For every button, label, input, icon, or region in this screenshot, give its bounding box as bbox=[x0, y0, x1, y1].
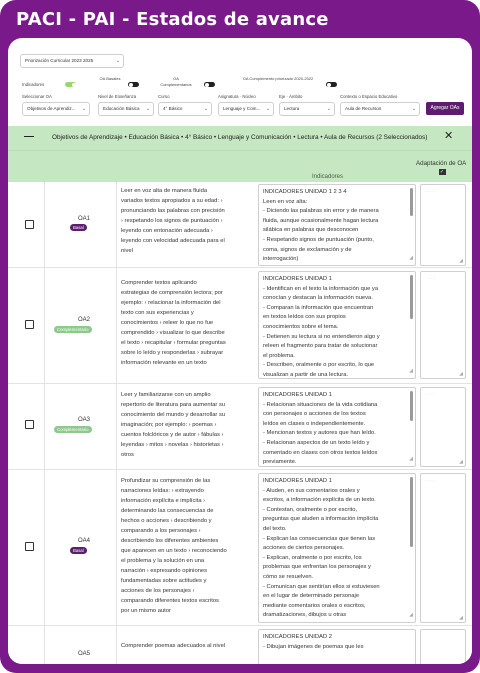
chevron-down-icon: ⌄ bbox=[326, 106, 331, 112]
ind-line: leídos en clases o independientemente. bbox=[263, 420, 366, 427]
select-oa[interactable] bbox=[22, 102, 90, 116]
toggle-oa-priorizado[interactable] bbox=[326, 82, 337, 87]
scrollbar[interactable] bbox=[410, 477, 413, 547]
placeholder-dots: · · · bbox=[427, 189, 435, 195]
adaptation-textarea[interactable] bbox=[420, 271, 466, 379]
ind-line: releen el fragmento para tratar de solucionar bbox=[263, 343, 378, 350]
desc-line: fundamentadas sobre actitudes y bbox=[121, 578, 207, 584]
ind-line: preguntas que aluden a información implícita bbox=[263, 516, 379, 523]
desc-line: narración › expresando opiniones bbox=[121, 568, 208, 574]
select-eje-value: Lectura bbox=[284, 106, 300, 111]
oa-description bbox=[121, 476, 253, 616]
scrollbar[interactable] bbox=[410, 275, 413, 319]
badge-complementario: Complementario bbox=[54, 426, 92, 433]
chevron-down-icon: ⌄ bbox=[115, 58, 120, 64]
desc-line: Profundizar su comprensión de las bbox=[121, 478, 211, 484]
column-divider bbox=[116, 182, 117, 268]
ind-line: en textos leídos con sus propios bbox=[263, 314, 346, 321]
table-row bbox=[8, 182, 472, 268]
toggle-oa-complementarios[interactable] bbox=[204, 82, 215, 87]
adaptation-textarea[interactable] bbox=[420, 629, 466, 664]
select-contexto-value: Aula de Recursos bbox=[345, 106, 382, 111]
column-divider bbox=[116, 384, 117, 470]
resize-grip-icon[interactable]: ◢ bbox=[459, 615, 463, 621]
toggle-label-indicadores: Indicadores bbox=[22, 82, 45, 87]
desc-line: Leer y familiarizarse con un amplio bbox=[121, 392, 211, 398]
desc-line: Comprender poemas adecuados al nivel bbox=[121, 643, 226, 649]
desc-line: información relevante en un texto bbox=[121, 360, 207, 366]
oa-code: OA3 bbox=[77, 417, 90, 423]
desc-line: acciones de los personajes › bbox=[121, 588, 195, 594]
toggle-label-oa-priorizado: OA Complemento priorizado 2020-2022 bbox=[242, 76, 314, 81]
desc-line: estrategias de comprensión lectora; por bbox=[121, 290, 223, 296]
resize-grip-icon[interactable]: ◢ bbox=[409, 612, 413, 619]
desc-line: otros bbox=[121, 452, 134, 458]
ind-line: - Comunican que sentirían ellos si estuviesen bbox=[263, 583, 380, 590]
select-oa-value: Objetivos de Aprendiz... bbox=[27, 106, 76, 111]
ind-line: en el lugar de determinado personaje bbox=[263, 593, 360, 600]
ind-line: conocían y destacan la información nueva. bbox=[263, 295, 373, 302]
banner-text: Objetivos de Aprendizaje • Educación Básica • 4° Básico • Lenguaje y Comunicación • Lectura • Aula de Recursos (2 Seleccionados) bbox=[52, 134, 428, 141]
adaptation-textarea[interactable] bbox=[420, 473, 466, 623]
adaptation-textarea[interactable] bbox=[420, 387, 466, 467]
ind-line: coma, signos de exclamación y de bbox=[263, 246, 352, 253]
badge-basal: Basal bbox=[70, 547, 87, 554]
filter-label-eje: Eje · Ámbito bbox=[279, 94, 303, 99]
indicators-textarea[interactable] bbox=[258, 184, 416, 266]
ind-line: interrogación) bbox=[263, 256, 299, 263]
selection-banner bbox=[8, 126, 472, 150]
desc-line: determinando las consecuencias de bbox=[121, 508, 214, 514]
desc-line: describiendo los diferentes ambientes bbox=[121, 538, 219, 544]
add-oas-button[interactable]: Agregar OAs bbox=[426, 102, 464, 115]
ind-line: visualizan a partir de una lectura. bbox=[263, 371, 349, 378]
filter-label-nivel: Nivel de Enseñanza bbox=[98, 94, 137, 99]
ind-line: acciones de ciertos personajes. bbox=[263, 545, 345, 552]
oa-code: OA5 bbox=[77, 651, 90, 657]
indicators-textarea[interactable] bbox=[258, 387, 416, 467]
desc-line: información explícita e implícita › bbox=[121, 498, 206, 504]
ind-line: conocimientos sobre el tema. bbox=[263, 323, 339, 330]
column-divider bbox=[44, 384, 45, 470]
ind-line: - Explican las consecuencias que tienen las bbox=[263, 535, 376, 542]
column-divider bbox=[116, 626, 117, 664]
desc-line: › respetando los signos de puntuación › bbox=[121, 218, 223, 224]
toggle-oa-basales[interactable] bbox=[128, 82, 139, 87]
ind-line: Leen en voz alta: bbox=[263, 198, 308, 205]
toggle-indicadores[interactable] bbox=[65, 82, 76, 87]
desc-line: ejemplo: › relacionar la información del bbox=[121, 300, 221, 306]
select-eje[interactable] bbox=[279, 102, 335, 116]
table-row bbox=[8, 470, 472, 626]
oa-description bbox=[121, 641, 253, 651]
ind-line: dramatizaciones, dibujos u otras bbox=[263, 612, 347, 619]
select-contexto[interactable] bbox=[340, 102, 420, 116]
select-nivel[interactable] bbox=[98, 102, 154, 116]
column-divider bbox=[44, 268, 45, 384]
scrollbar[interactable] bbox=[410, 391, 413, 421]
chevron-down-icon: ⌄ bbox=[145, 106, 150, 112]
table-row bbox=[8, 626, 472, 664]
select-curso-value: 4° Básico bbox=[163, 106, 183, 111]
select-curso[interactable] bbox=[158, 102, 212, 116]
indicators-textarea[interactable] bbox=[258, 271, 416, 379]
desc-line: comparando a los personajes › bbox=[121, 528, 201, 534]
ind-line: INDICADORES UNIDAD 1 2 3 4 bbox=[263, 189, 347, 195]
desc-line: Comprender textos aplicando bbox=[121, 280, 197, 286]
filter-label-curso: Curso bbox=[158, 94, 170, 99]
curriculum-select[interactable] bbox=[20, 54, 124, 68]
desc-line: imaginación; por ejemplo: › poemas › bbox=[121, 422, 217, 428]
desc-line: leyendas › mitos › novelas › historietas › bbox=[121, 442, 224, 448]
badge-basal: Basal bbox=[70, 224, 87, 231]
column-divider bbox=[44, 470, 45, 626]
select-asignatura-value: Lenguaje y Com... bbox=[223, 106, 261, 111]
table-row bbox=[8, 268, 472, 384]
desc-line: comparando diferentes textos escritos bbox=[121, 598, 219, 604]
oa-description bbox=[121, 390, 253, 460]
resize-grip-icon[interactable]: ◢ bbox=[459, 258, 463, 264]
oa-description bbox=[121, 186, 253, 256]
desc-line: Leer en voz alta de manera fluida bbox=[121, 188, 208, 194]
ind-line: - Describen, oralmente o por escrito, lo que bbox=[263, 362, 375, 369]
ind-line: INDICADORES UNIDAD 1 bbox=[263, 392, 332, 398]
collapse-icon[interactable]: — bbox=[24, 131, 34, 142]
filter-label-contexto: Contexto o Espacio Educativo bbox=[340, 94, 398, 99]
ind-line: - Mencionan textos y autores que han leído. bbox=[263, 430, 376, 437]
chevron-down-icon: ⌄ bbox=[81, 106, 86, 112]
chevron-down-icon: ⌄ bbox=[203, 106, 208, 112]
desc-line: texto con sus experiencias y bbox=[121, 310, 194, 316]
ind-line: problemas que enfrentan los personajes y bbox=[263, 564, 371, 571]
desc-line: narraciones leídas: › extrayendo bbox=[121, 488, 204, 494]
oa-description bbox=[121, 278, 253, 368]
ind-line: - Relacionan situaciones de la vida cotidiana bbox=[263, 401, 378, 408]
desc-line: repertorio de literatura para aumentar su bbox=[121, 402, 226, 408]
chevron-down-icon: ⌄ bbox=[411, 106, 416, 112]
chevron-down-icon: ⌄ bbox=[265, 106, 270, 112]
ind-line: - Contestan, oralmente o por escrito, bbox=[263, 506, 358, 513]
ind-line: previamente. bbox=[263, 459, 297, 466]
ind-line: mediante comentarios orales o escritos, bbox=[263, 602, 366, 609]
desc-line: por un mismo autor bbox=[121, 608, 171, 614]
ind-line: cómo se resuelven. bbox=[263, 573, 314, 580]
row-checkbox[interactable] bbox=[25, 542, 34, 551]
desc-line: conocimiento del mundo y desarrollar su bbox=[121, 412, 226, 418]
ind-line: INDICADORES UNIDAD 1 bbox=[263, 478, 332, 484]
resize-grip-icon[interactable]: ◢ bbox=[459, 459, 463, 465]
column-header-adaptacion bbox=[416, 159, 466, 177]
desc-line: sobre lo leído y responderlas › subrayar bbox=[121, 350, 224, 356]
placeholder-dots: · · · bbox=[427, 478, 435, 484]
toggle-label-oa-complementarios: OA Complementarios bbox=[160, 76, 192, 87]
indicators-textarea[interactable] bbox=[258, 473, 416, 623]
resize-grip-icon[interactable]: ◢ bbox=[409, 368, 413, 375]
ind-line: - Comparan la información que encuentran bbox=[263, 304, 374, 311]
curriculum-select-value: Priorización Curricular 2023 2025 bbox=[25, 58, 94, 63]
ind-line: con personajes o acciones de los textos bbox=[263, 411, 366, 418]
row-checkbox[interactable] bbox=[25, 220, 34, 229]
ind-line: el problema. bbox=[263, 352, 295, 359]
ind-line: fluida, aunque ocasionalmente hagan lectura bbox=[263, 217, 379, 224]
page-title: PACI - PAI - Estados de avance bbox=[16, 9, 329, 30]
ind-line: - Diciendo las palabras sin error y de manera bbox=[263, 208, 379, 215]
ind-line: - Aluden, en sus comentarios orales y bbox=[263, 487, 360, 494]
select-nivel-value: Educación Básica bbox=[103, 106, 140, 111]
desc-line: variados textos apropiados a su edad: › bbox=[121, 198, 223, 204]
oa-code: OA1 bbox=[77, 216, 90, 222]
ind-line: - Dibujan imágenes de poemas que les bbox=[263, 643, 364, 650]
ind-line: INDICADORES UNIDAD 2 bbox=[263, 634, 332, 640]
desc-line: nivel bbox=[121, 248, 133, 254]
column-divider bbox=[116, 470, 117, 626]
placeholder-dots: · · · bbox=[427, 392, 435, 398]
toggle-label-oa-basales: OA Basales bbox=[99, 76, 121, 81]
close-icon[interactable]: ✕ bbox=[444, 130, 454, 142]
ind-line: - Explican, oralmente o por escrito, los bbox=[263, 554, 362, 561]
filter-label-asignatura: Asignatura · Núcleo bbox=[218, 94, 256, 99]
placeholder-dots: · · · bbox=[427, 276, 435, 282]
desc-line: pronunciando las palabras con precisión bbox=[121, 208, 225, 214]
ind-line: comentado en clases con otros textos leídos bbox=[263, 449, 378, 456]
oa-code: OA2 bbox=[77, 317, 90, 323]
table-header bbox=[8, 150, 472, 182]
scrollbar[interactable] bbox=[410, 188, 413, 216]
checkbox-checked-icon[interactable]: ✓ bbox=[439, 169, 445, 176]
resize-grip-icon[interactable]: ◢ bbox=[409, 456, 413, 463]
desc-line: el problema y la solución en una bbox=[121, 558, 205, 564]
ind-line: - Identifican en el texto la información que ya bbox=[263, 285, 379, 292]
desc-line: conocimientos › releer lo que no fue bbox=[121, 320, 214, 326]
filter-label-oa: Seleccionar OA bbox=[22, 94, 52, 99]
ind-line: - Detienen su lectura si no entendieron algo y bbox=[263, 333, 380, 340]
column-divider bbox=[116, 268, 117, 384]
content-card bbox=[8, 38, 472, 664]
oa-code: OA4 bbox=[77, 538, 90, 544]
desc-line: cuentos folclóricos y de autor › fábulas › bbox=[121, 432, 224, 438]
indicators-textarea[interactable] bbox=[258, 629, 416, 664]
column-header-indicadores: Indicadores bbox=[312, 174, 344, 180]
desc-line: comprendido › visualizar lo que describe bbox=[121, 330, 225, 336]
desc-line: que aparecen en un texto › reconociendo bbox=[121, 548, 227, 554]
resize-grip-icon[interactable]: ◢ bbox=[409, 255, 413, 262]
desc-line: leyendo con entonación adecuada › bbox=[121, 228, 213, 234]
column-divider bbox=[44, 626, 45, 664]
desc-line: leyendo con velocidad adecuada para el bbox=[121, 238, 225, 244]
desc-line: el texto › recapitular › formular preguntas bbox=[121, 340, 226, 346]
adaptation-textarea[interactable] bbox=[420, 184, 466, 266]
resize-grip-icon[interactable]: ◢ bbox=[459, 371, 463, 377]
row-checkbox[interactable] bbox=[25, 420, 34, 429]
ind-line: - Relacionan aspectos de un texto leído y bbox=[263, 439, 370, 446]
badge-complementario: Complementario bbox=[54, 326, 92, 333]
ind-line: del texto. bbox=[263, 525, 287, 532]
row-checkbox[interactable] bbox=[25, 320, 34, 329]
ind-line: silábica en palabras que desconocen bbox=[263, 227, 359, 234]
select-asignatura[interactable] bbox=[218, 102, 274, 116]
column-header-adaptacion-label: Adaptación de OA bbox=[416, 160, 466, 167]
table-row bbox=[8, 384, 472, 470]
ind-line: - Respetando signos de puntuación (punto, bbox=[263, 236, 374, 243]
column-divider bbox=[44, 182, 45, 268]
ind-line: INDICADORES UNIDAD 1 bbox=[263, 276, 332, 282]
desc-line: hechos o acciones › describiendo y bbox=[121, 518, 212, 524]
ind-line: escritos, a información explícita de un texto. bbox=[263, 497, 376, 504]
